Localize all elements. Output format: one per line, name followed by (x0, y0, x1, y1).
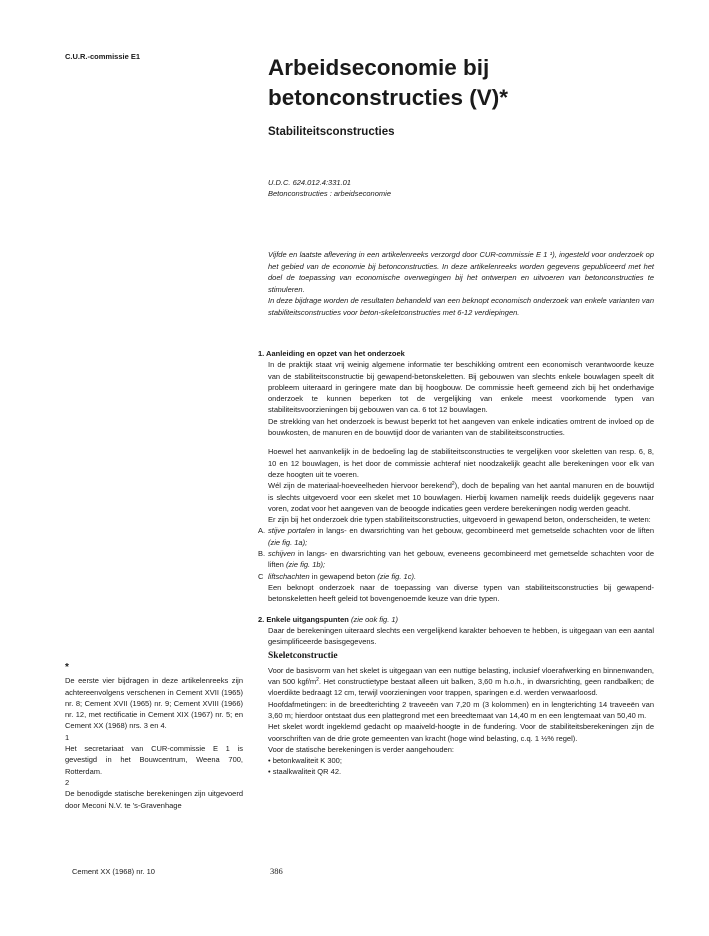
committee-label: C.U.R.-commissie E1 (65, 52, 141, 61)
bullet-item: • staalkwaliteit QR 42. (268, 767, 342, 777)
article-meta (268, 178, 391, 199)
paragraph: Hoewel het aanvankelijk in de bedoeling lag de stabiliteitsconstructies te vergelijken voor skeletten van resp. 6, 8, 10 en 12 bouwlagen, is het door de commissie achteraf niet noodzakelijk geacht alle berekeningen voor elk van deze hoogten uit te voeren. (268, 447, 654, 479)
list-item-b: B. schijven in langs- en dwarsrichting van het gebouw, eveneens gecombineerd met gemetselde schachten voor de liften (zie fig. 1b); (258, 549, 654, 570)
article-subtitle: Stabiliteitsconstructies (268, 126, 395, 138)
article-title (268, 53, 688, 113)
paragraph: Hoofdafmetingen: in de breedterichting 2 traveeën van 7,20 m (3 kolommen) en in lengterichting 14 traveeën van 3,60 m; hierdoor ontstaat dus een plattegrond met een breedtemaat van 14,40 m en een lengtemaat van 50,40 m. (268, 699, 654, 720)
footnotes (65, 662, 243, 811)
footnote-star-text: De eerste vier bijdragen in deze artikelenreeks zijn achtereenvolgens verschenen in Cement XVII (1965) nr. 8; Cement XVII (1965) nr. 9; Cement XVIII (1966) nr. 12, met rectificatie in Cement XIX (1967) nr. 5; en Cement XX (1968) nrs. 3 en 4. (65, 676, 243, 731)
section-2-heading: 2. Enkele uitgangspunten (zie ook fig. 1) (258, 614, 399, 624)
list-item-a: A. stijve portalen in langs- en dwarsrichting van het gebouw, gecombineerd met gemetselde schachten voor de liften (zie fig. 1a); (258, 526, 654, 547)
section-2-body (258, 625, 654, 648)
footnote-1-marker: 1 (65, 732, 70, 742)
main-text (258, 348, 654, 778)
paragraph: Er zijn bij het onderzoek drie typen stabiliteitsconstructies, uitgevoerd in gewapend beton, onderscheiden, te weten: (268, 515, 651, 525)
footnote-2-marker: 2 (65, 777, 70, 787)
udc-code: U.D.C. 624.012.4:331.01 (268, 178, 351, 187)
paragraph: Voor de statische berekeningen is verder aangehouden: (268, 744, 454, 754)
paragraph: De strekking van het onderzoek is bewust beperkt tot het aangeven van enkele indicaties omtrent de invloed op de bouwkosten, de manuren en de bouwtijd door de varianten van de stabiliteitsconstructies. (268, 416, 654, 438)
bullet-item: • betonkwaliteit K 300; (268, 756, 342, 766)
footnote-2-text: De benodigde statische berekeningen zijn uitgevoerd door Meconi N.V. te 's-Gravenhage (65, 789, 243, 810)
paragraph: Het skelet wordt ingeklemd gedacht op maaiveld-hoogte in de fundering. Voor de stabiliteitsberekeningen zijn de voorschriften van de drie grote gemeenten van kracht (hoge wind belasting, c.q. 1 ½% regel). (268, 722, 654, 743)
paragraph: In de praktijk staat vrij weinig algemene informatie ter beschikking omtrent een economisch verantwoorde keuze van de stabiliteitsconstructie bij gewapend-betonskeletten. Bij gebouwen van slechts enkele bouwlagen speelt dit probleem uiteraard in geringere mate dan bij hoogbouw. De commissie heeft gemeend zich bij het onderhavige onderzoek te kunnen beperken tot de vergelijking van enkele meest voorkomende typen van stabiliteitsvoorzieningen bij gebouwen van ca. 6 tot 12 bouwlagen. (268, 360, 654, 415)
section-1-body (258, 359, 654, 525)
section-1-heading: 1. Aanleiding en opzet van het onderzoek (258, 349, 405, 358)
intro-paragraph-1: Vijfde en laatste aflevering in een artikelenreeks verzorgd door CUR-commissie E 1 ¹), ingesteld voor onderzoek op het gebied van de economie bij betonconstructies. In deze artikelenreeks worden gegevens gepubliceerd met het doel de toepassing van economische overwegingen bij het ontwerpen en uitvoeren van betonconstructies te stimuleren. (268, 250, 654, 294)
paragraph: Een beknopt onderzoek naar de toepassing van diverse typen van stabiliteitsconstructies bij gewapend-betonskeletten heeft geleid tot bovengenoemde keuze van drie typen. (268, 582, 654, 604)
keywords: Betonconstructies : arbeidseconomie (268, 188, 391, 198)
title-line-1: Arbeidseconomie bij (268, 55, 490, 80)
intro-paragraph-2: In deze bijdrage worden de resultaten behandeld van een beknopt economisch onderzoek van enkele varianten van stabiliteitsconstructies voor beton-skeletconstructies met 6-12 verdiepingen. (268, 296, 654, 317)
paragraph: Daar de berekeningen uiteraard slechts een vergelijkend karakter behoeven te hebben, is uitgegaan van een aantal gesimplificeerde basisgegevens. (268, 625, 654, 647)
intro-block (268, 249, 654, 318)
paragraph: Wél zijn de materiaal-hoeveelheden hiervoor berekend$^2$), doch de bepaling van het aantal manuren en de bouwtijd is slechts uitgevoerd voor een skelet met 10 bouwlagen. Hierbij kwamen namelijk reeds duidelijk gegevens naar voren, zodat voor het aangeven van de beoogde indicaties geen verdere berekeningen nodig werden geacht. (268, 481, 654, 513)
skeleton-subheading: Skeletconstructie (268, 651, 338, 662)
list-item-c: C liftschachten in gewapend beton (zie fig. 1c). (258, 571, 417, 581)
page-number: 386 (270, 866, 283, 876)
footnote-star: * (65, 662, 69, 673)
footnote-1-text: Het secretariaat van CUR-commissie E 1 is gevestigd in het Bouwcentrum, Weena 700, Rotterdam. (65, 744, 243, 776)
title-line-2: betonconstructies (V)* (268, 85, 509, 110)
journal-reference: Cement XX (1968) nr. 10 (72, 867, 155, 876)
paragraph: Voor de basisvorm van het skelet is uitgegaan van een nuttige belasting, inclusief vloerafwerking en binnenwanden, van 500 kgf/$m^2$. Het constructietype bestaat alleen uit balken, 3,60 m h.o.h., in dwarsrichting, geen randbalken; de vloerdikte bedraagt 12 cm, terwijl voorzieningen voor trappen, sparingen e.d. werden verwaarloosd. (268, 665, 654, 698)
